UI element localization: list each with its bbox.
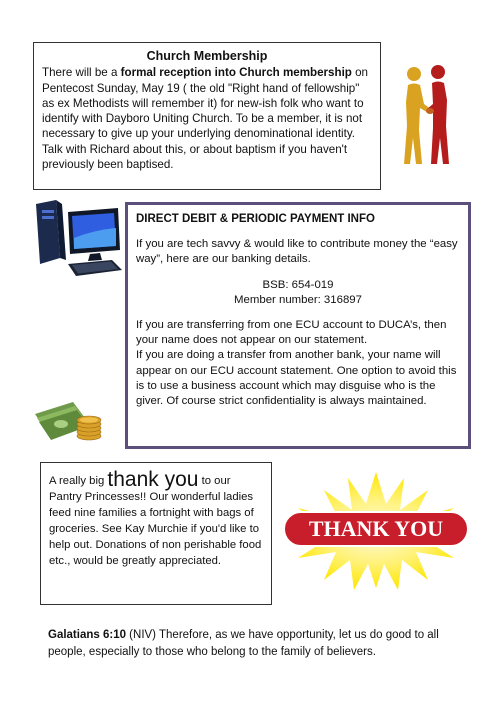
- verse-reference: Galatians 6:10: [48, 629, 126, 641]
- thanks-text-1: A really big: [49, 475, 108, 487]
- membership-body: [42, 65, 372, 172]
- money-cash-coins-icon: [33, 392, 103, 442]
- membership-title: Church Membership: [146, 49, 268, 63]
- handshake-figures-icon: [400, 60, 452, 168]
- payment-intro: If you are tech savvy & would like to contribute money the “easy way”, here are our banking details.: [136, 238, 458, 266]
- bible-verse: [48, 627, 468, 661]
- thank-you-text: THANK YOU: [308, 516, 444, 541]
- payment-info-box: [125, 202, 471, 449]
- ecu-transfer-note: If you are transferring from one ECU account to DUCA’s, then your name does not appear on our statement.: [136, 319, 447, 347]
- pantry-thanks-box: [40, 462, 272, 605]
- thanks-big-text: thank you: [107, 468, 199, 491]
- membership-text-2: on Pentecost Sunday, May 19 ( the old "Right hand of fellowship" as ex Methodists will remember it) for new-ish folk who want to identify with Dayboro Uniting Church. To be a member, it is not necessary to give up your underlying denominational identity. Talk with Richard about this, or about baptism if you haven't previously been baptised.: [42, 66, 369, 172]
- thanks-text-2: to our Pantry Princesses!! Our wonderful ladies feed nine families a fortnight with bags of groceries. See Kay Murchie if you'd like to help out. Donations of non perishable food etc., would be greatly appreciated.: [49, 475, 262, 567]
- member-number: Member number: 316897: [234, 293, 362, 306]
- banking-details: [136, 278, 460, 308]
- desktop-computer-icon: [28, 198, 124, 280]
- payment-title: DIRECT DEBIT & PERIODIC PAYMENT INFO: [136, 213, 375, 225]
- bsb-number: BSB: 654-019: [262, 278, 334, 291]
- other-bank-note: If you are doing a transfer from another bank, your name will appear on our ECU account statement. One option to avoid this is to use a business account which may disguise who is the giver. Of course strict confidentiality is always maintained.: [136, 349, 457, 408]
- membership-text-1: There will be a: [42, 66, 121, 80]
- thank-you-graphic: [278, 470, 474, 592]
- verse-text: (NIV) Therefore, as we have opportunity, let us do good to all people, especially to those who belong to the family of believers.: [48, 629, 439, 658]
- membership-notice: [33, 42, 381, 190]
- membership-text-bold: formal reception into Church membership: [120, 66, 352, 80]
